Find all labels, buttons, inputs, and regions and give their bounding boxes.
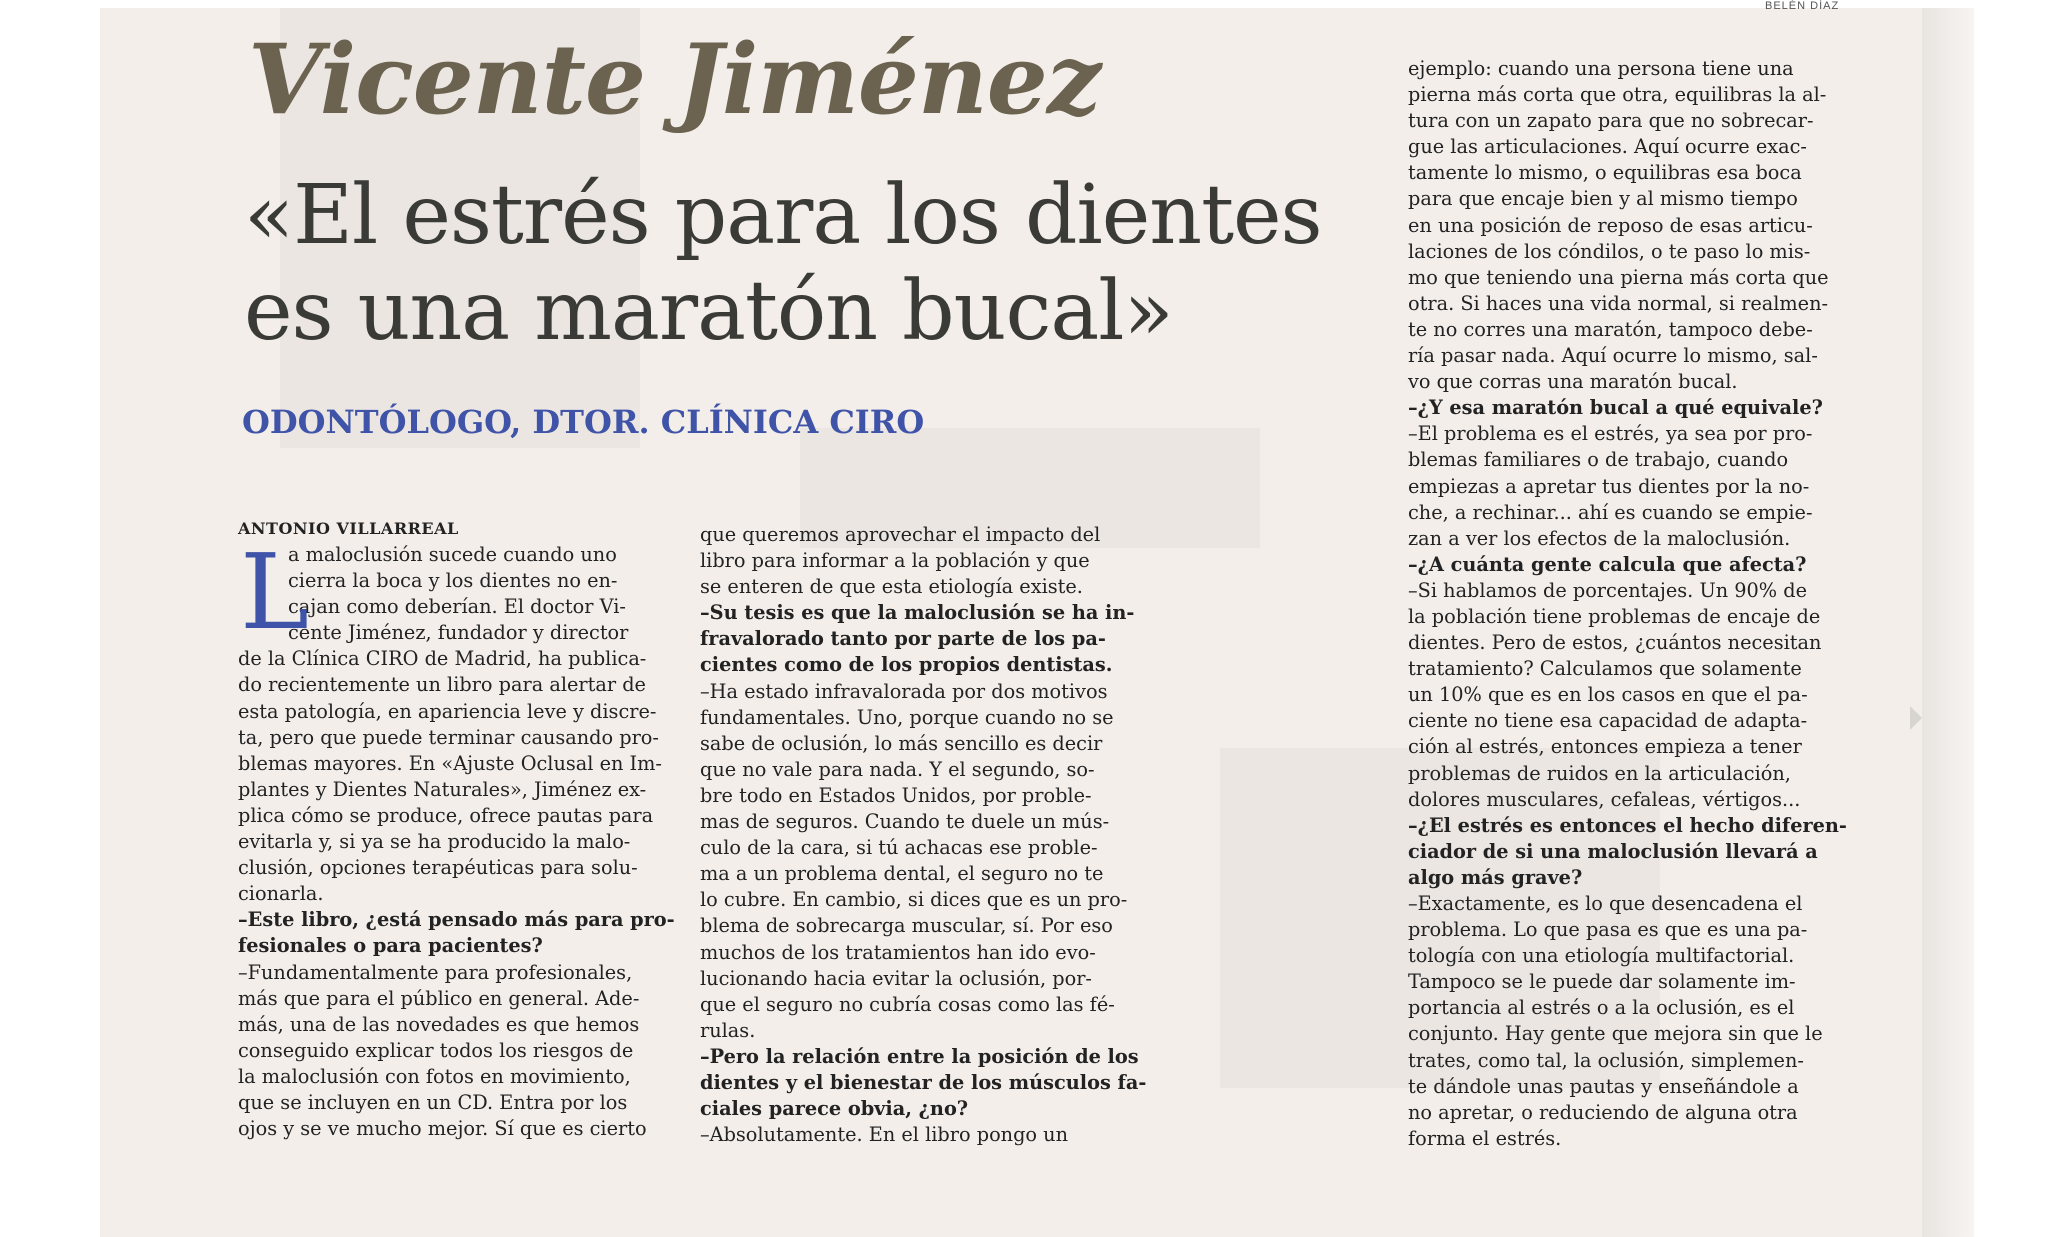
text-line: más, una de las novedades es que hemos <box>238 1012 640 1036</box>
text-line: muchos de los tratamientos han ido evo- <box>700 940 1096 964</box>
article-column-2 <box>700 522 1147 1148</box>
text-line: tratamiento? Calculamos que solamente <box>1408 657 1802 681</box>
drop-cap: L <box>240 531 310 653</box>
byline: ANTONIO VILLARREAL <box>238 519 459 538</box>
text-line: se enteren de que esta etiología existe. <box>700 575 1083 599</box>
text-line: clusión, opciones terapéuticas para solu- <box>238 856 638 880</box>
text-line: libro para informar a la población y que <box>700 549 1090 573</box>
text-line: tología con una etiología multifactorial. <box>1408 944 1795 968</box>
text-line: –Ha estado infravalorada por dos motivos <box>700 679 1108 703</box>
text-line: que se incluyen en un CD. Entra por los <box>238 1090 628 1114</box>
text-line: –Si hablamos de porcentajes. Un 90% de <box>1408 578 1807 602</box>
text-line: laciones de los cóndilos, o te paso lo mis- <box>1408 239 1811 263</box>
text-line: la población tiene problemas de encaje de <box>1408 604 1821 628</box>
page-edge-notch <box>1910 706 1922 730</box>
text-line: bre todo en Estados Unidos, por proble- <box>700 783 1092 807</box>
text-line: otra. Si haces una vida normal, si realmen- <box>1408 291 1829 315</box>
question-line: fravalorado tanto por parte de los pa- <box>700 627 1106 651</box>
text-line: ciente no tiene esa capacidad de adapta- <box>1408 709 1808 733</box>
text-line: conseguido explicar todos los riesgos de <box>238 1038 634 1062</box>
text-line: para que encaje bien y al mismo tiempo <box>1408 187 1798 211</box>
text-line: portancia al estrés o a la oclusión, es el <box>1408 996 1795 1020</box>
text-line: ción al estrés, entonces empieza a tener <box>1408 735 1802 759</box>
text-line: problemas de ruidos en la articulación, <box>1408 761 1791 785</box>
text-line: do recientemente un libro para alertar de <box>238 673 646 697</box>
text-line: dolores musculares, cefaleas, vértigos... <box>1408 787 1801 811</box>
text-line: que el seguro no cubría cosas como las fé- <box>700 992 1115 1016</box>
text-line: ma a un problema dental, el seguro no te <box>700 862 1104 886</box>
article-column-3 <box>1408 56 1852 1152</box>
text-line: –Absolutamente. En el libro pongo un <box>700 1123 1069 1147</box>
question-line: –¿A cuánta gente calcula que afecta? <box>1408 552 1807 576</box>
text-line: la maloclusión con fotos en movimiento, <box>238 1064 631 1088</box>
text-line: un 10% que es en los casos en que el pa- <box>1408 683 1808 707</box>
text-line: ejemplo: cuando una persona tiene una <box>1408 57 1794 80</box>
text-line: –Fundamentalmente para profesionales, <box>238 960 633 984</box>
text-line: mo que teniendo una pierna más corta que <box>1408 265 1829 289</box>
text-line: vo que corras una maratón bucal. <box>1408 370 1738 394</box>
question-line: fesionales o para pacientes? <box>238 934 543 958</box>
text-line: ta, pero que puede terminar causando pro- <box>238 725 659 749</box>
text-line: tura con un zapato para que no sobrecar- <box>1408 109 1814 133</box>
text-line: empiezas a apretar tus dientes por la no- <box>1408 474 1810 498</box>
text-line: –Exactamente, es lo que desencadena el <box>1408 892 1803 915</box>
text-line: blemas mayores. En «Ajuste Oclusal en Im- <box>238 751 662 775</box>
text-line: te no corres una maratón, tampoco debe- <box>1408 317 1813 341</box>
question-line: –Pero la relación entre la posición de los <box>700 1044 1139 1068</box>
text-line: fundamentales. Uno, porque cuando no se <box>700 705 1114 729</box>
photo-credit: BELÉN DÍAZ <box>1765 0 1840 12</box>
text-line: a maloclusión sucede cuando uno <box>288 543 617 566</box>
text-line: esta patología, en apariencia leve y discre- <box>238 699 657 723</box>
text-line: che, a rechinar... ahí es cuando se empie- <box>1408 500 1813 524</box>
text-line: plantes y Dientes Naturales», Jiménez ex- <box>238 777 647 801</box>
text-line: cionarla. <box>238 882 324 906</box>
question-line: –¿El estrés es entonces el hecho diferen- <box>1408 813 1847 837</box>
text-line: –El problema es el estrés, ya sea por pro- <box>1408 422 1813 446</box>
text-line: rulas. <box>700 1018 756 1042</box>
text-line: plica cómo se produce, ofrece pautas para <box>238 803 654 827</box>
text-line: evitarla y, si ya se ha producido la malo- <box>238 830 631 854</box>
text-line: culo de la cara, si tú achacas ese proble- <box>700 836 1098 860</box>
text-line: blemas familiares o de trabajo, cuando <box>1408 448 1789 472</box>
text-line: pierna más corta que otra, equilibras la al- <box>1408 83 1827 107</box>
headline-line: es una maratón bucal» <box>244 264 1173 359</box>
text-line: lo cubre. En cambio, si dices que es un pro- <box>700 888 1128 912</box>
text-line: cierra la boca y los dientes no en- <box>288 569 618 593</box>
subtitle: ODONTÓLOGO, DTOR. CLÍNICA CIRO <box>242 403 925 441</box>
text-line: de la Clínica CIRO de Madrid, ha publica- <box>238 647 647 671</box>
text-line: en una posición de reposo de esas articu- <box>1408 213 1813 237</box>
question-line: algo más grave? <box>1408 865 1583 889</box>
question-line: dientes y el bienestar de los músculos fa- <box>700 1070 1147 1094</box>
text-line: mas de seguros. Cuando te duele un mús- <box>700 810 1110 834</box>
text-line: más que para el público en general. Ade- <box>238 986 640 1010</box>
text-line: que no vale para nada. Y el segundo, so- <box>700 757 1095 781</box>
text-line: Tampoco se le puede dar solamente im- <box>1408 970 1796 994</box>
question-line: –Su tesis es que la maloclusión se ha in- <box>700 601 1135 625</box>
headline <box>244 168 1322 360</box>
text-line: gue las articulaciones. Aquí ocurre exac- <box>1408 135 1807 159</box>
text-line: ojos y se ve mucho mejor. Sí que es cierto <box>238 1117 647 1141</box>
text-line: dientes. Pero de estos, ¿cuántos necesitan <box>1408 631 1822 655</box>
text-line: conjunto. Hay gente que mejora sin que le <box>1408 1022 1823 1046</box>
text-line: cajan como deberían. El doctor Vi- <box>288 595 626 619</box>
interviewee-name: Vicente Jiménez <box>248 23 1101 136</box>
article-column-1 <box>238 516 674 1142</box>
question-line: ciales parece obvia, ¿no? <box>700 1097 969 1121</box>
question-line: ciador de si una maloclusión llevará a <box>1408 839 1818 863</box>
text-line: que queremos aprovechar el impacto del <box>700 523 1101 546</box>
text-line: trates, como tal, la oclusión, simplemen- <box>1408 1048 1804 1072</box>
text-line: te dándole unas pautas y enseñándole a <box>1408 1074 1799 1098</box>
question-line: –¿Y esa maratón bucal a qué equivale? <box>1408 396 1823 420</box>
text-line: tamente lo mismo, o equilibras esa boca <box>1408 161 1802 185</box>
text-line: cente Jiménez, fundador y director <box>288 621 629 645</box>
headline-line: «El estrés para los dientes <box>244 168 1322 263</box>
text-line: forma el estrés. <box>1408 1126 1562 1150</box>
text-line: lucionando hacia evitar la oclusión, por- <box>700 966 1092 990</box>
text-line: problema. Lo que pasa es que es una pa- <box>1408 918 1808 942</box>
lead-paragraph <box>238 531 674 653</box>
question-line: –Este libro, ¿está pensado más para pro- <box>238 908 675 932</box>
text-line: blema de sobrecarga muscular, sí. Por eso <box>700 914 1113 938</box>
text-line: zan a ver los efectos de la maloclusión. <box>1408 526 1791 550</box>
question-line: cientes como de los propios dentistas. <box>700 653 1113 677</box>
text-line: ría pasar nada. Aquí ocurre lo mismo, sal- <box>1408 344 1818 368</box>
text-line: sabe de oclusión, lo más sencillo es decir <box>700 731 1103 755</box>
text-line: no apretar, o reduciendo de alguna otra <box>1408 1100 1798 1124</box>
scan-edge-shadow <box>1922 8 1974 1237</box>
